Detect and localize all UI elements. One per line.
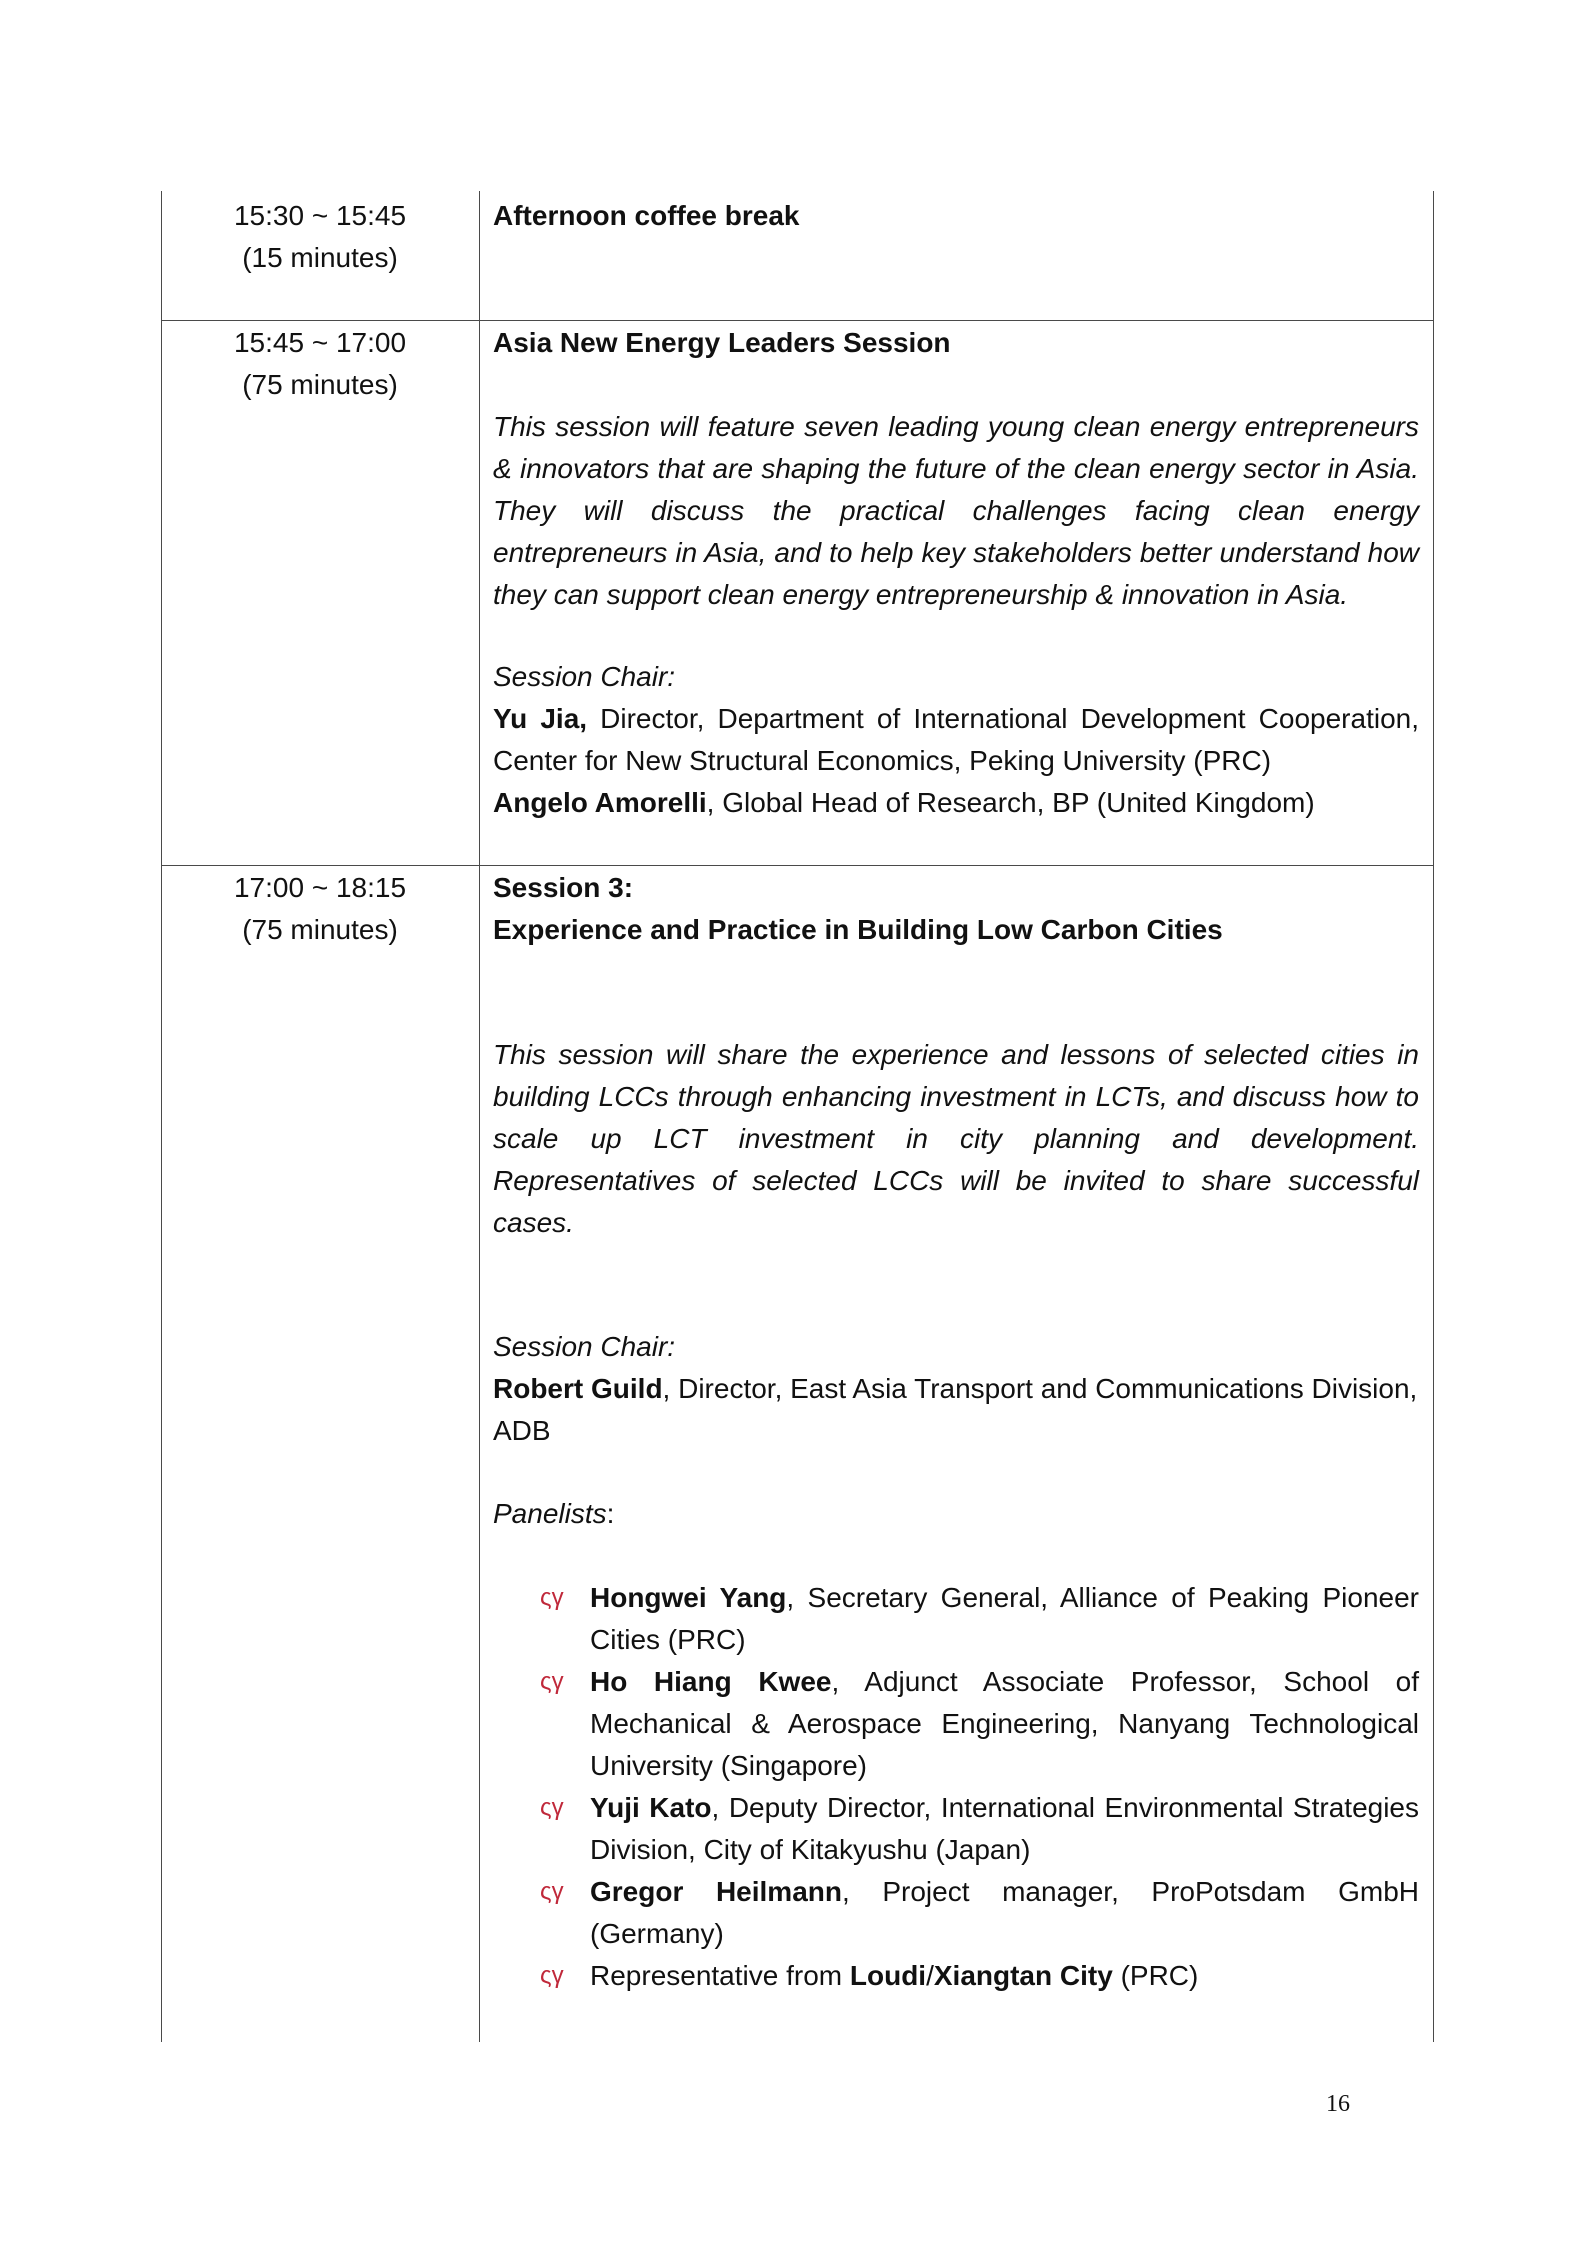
list-item — [540, 1955, 1419, 1997]
bullet-icon: ςγ — [540, 1668, 564, 1695]
session-description: This session will share the experience and lessons of selected cities in building LCCs through enhancing investment in LCTs, and discuss how to scale up LCT investment in city planning and development. Representatives of selected LCCs will be invited to share successful cases. — [493, 1039, 1419, 1238]
page-number: 16 — [1326, 2091, 1350, 2117]
chair-entry — [493, 782, 1419, 824]
session-description: This session will feature seven leading young clean energy entrepreneurs & innovators that are shaping the future of the clean energy sector in Asia. They will discuss the practical challenges facing clean energy entrepreneurs in Asia, and to help key stakeholders better understand how they can support clean energy entrepreneurship & innovation in Asia. — [493, 411, 1419, 610]
panelist-name: Hongwei Yang — [590, 1582, 787, 1613]
panelist-role: , Deputy Director, International Environmental Strategies Division, City of Kitakyushu (Japan) — [590, 1792, 1419, 1865]
panelists-label — [493, 1493, 1419, 1535]
session-title — [493, 867, 1419, 951]
panelist-suffix: (PRC) — [1112, 1960, 1199, 1991]
time-range: 17:00 ~ 18:15 — [233, 872, 407, 903]
session-title: Afternoon coffee break — [493, 200, 800, 231]
session-chair — [493, 1368, 1419, 1452]
row-divider — [161, 320, 1434, 321]
time-duration: (15 minutes) — [242, 242, 398, 273]
table-left-border — [161, 191, 162, 2042]
panelist-list — [540, 1577, 1419, 1997]
chair-role: , Director, East Asia Transport and Communications Division, ADB — [493, 1373, 1418, 1446]
bullet-icon: ςγ — [540, 1878, 564, 1905]
row-divider — [161, 865, 1434, 866]
chair-name: Robert Guild — [493, 1373, 663, 1404]
panelist-name: Gregor Heilmann — [590, 1876, 842, 1907]
panelist-role: , Secretary General, Alliance of Peaking Pioneer Cities (PRC) — [590, 1582, 1419, 1655]
chair-name: Angelo Amorelli — [493, 787, 707, 818]
panelists-label-colon: : — [606, 1498, 615, 1529]
row-time — [161, 195, 479, 279]
list-item — [540, 1787, 1419, 1871]
time-range: 15:45 ~ 17:00 — [233, 327, 407, 358]
session-number: Session 3: — [493, 872, 634, 903]
chair-name: Yu Jia, — [493, 703, 588, 734]
panelist-slash: / — [926, 1960, 934, 1991]
row-time — [161, 322, 479, 406]
session-chair-label: Session Chair: — [493, 1331, 676, 1362]
session-chair-label: Session Chair: — [493, 661, 676, 692]
panelist-city: Xiangtan City — [933, 1960, 1113, 1991]
table-column-divider — [479, 191, 480, 2042]
chair-entry — [493, 698, 1419, 782]
time-duration: (75 minutes) — [242, 369, 398, 400]
panelists-label-text: Panelists — [493, 1498, 607, 1529]
panelist-name: Yuji Kato — [590, 1792, 712, 1823]
time-range: 15:30 ~ 15:45 — [233, 200, 407, 231]
bullet-icon: ςγ — [540, 1584, 564, 1611]
panelist-city: Loudi — [849, 1960, 927, 1991]
list-item — [540, 1871, 1419, 1955]
bullet-icon: ςγ — [540, 1962, 564, 1989]
chair-role: , Global Head of Research, BP (United Kingdom) — [706, 787, 1315, 818]
session-name: Experience and Practice in Building Low Carbon Cities — [493, 914, 1223, 945]
panelist-name: Ho Hiang Kwee — [590, 1666, 832, 1697]
list-item — [540, 1661, 1419, 1787]
panelist-role: , Adjunct Associate Professor, School of Mechanical & Aerospace Engineering, Nanyang Technological University (Singapore) — [590, 1666, 1419, 1781]
session-chairs — [493, 698, 1419, 824]
panelist-prefix: Representative from — [590, 1960, 850, 1991]
bullet-icon: ςγ — [540, 1794, 564, 1821]
session-title: Asia New Energy Leaders Session — [493, 327, 951, 358]
panelist-role: , Project manager, ProPotsdam GmbH (Germany) — [590, 1876, 1419, 1949]
list-item — [540, 1577, 1419, 1661]
chair-role: Director, Department of International Development Cooperation, Center for New Structural Economics, Peking University (PRC) — [493, 703, 1419, 776]
table-right-border — [1433, 191, 1434, 2042]
time-duration: (75 minutes) — [242, 914, 398, 945]
row-time — [161, 867, 479, 951]
